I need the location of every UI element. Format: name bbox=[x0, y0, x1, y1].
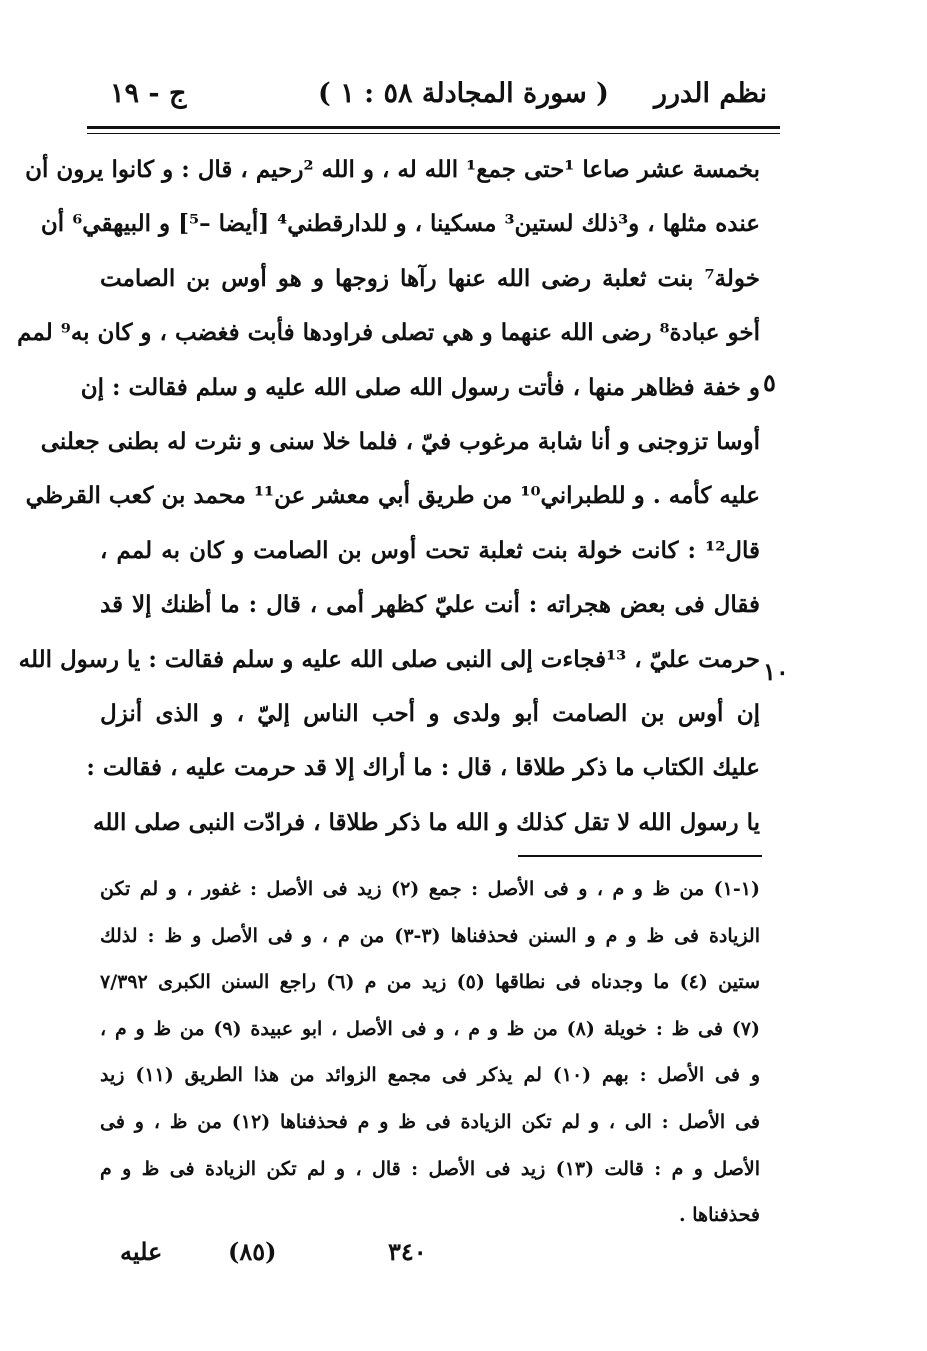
page-number: ٣٤٠ bbox=[388, 1237, 427, 1266]
text-line: عليه كأمه . و للطبراني¹⁰ من طريق أبي معشر عن¹¹ محمد بن كعب القرظي bbox=[25, 482, 760, 510]
text-line: خولة⁷ بنت ثعلبة رضى الله عنها رآها زوجها و هو أوس بن الصامت bbox=[100, 264, 760, 292]
header-rule-thick bbox=[87, 126, 780, 129]
text-line: يا رسول الله لا تقل كذلك و الله ما ذكر طلاقا ، فرادّت النبى صلى الله bbox=[92, 808, 760, 836]
surah-reference: ( سورة المجادلة ٥٨ : ١ ) bbox=[318, 78, 609, 109]
book-title: نظم الدرر bbox=[653, 78, 767, 109]
text-line: أوسا تزوجنى و أنا شابة مرغوب فيّ ، فلما خلا سنى و نثرت له بطنى جعلنى bbox=[40, 427, 760, 455]
text-line: عليك الكتاب ما ذكر طلاقا ، قال : ما أراك إلا قد حرمت عليه ، فقالت : bbox=[86, 754, 760, 782]
footer-number: (٨٥) bbox=[228, 1237, 277, 1266]
footnote-line: فى الأصل : الى ، و لم تكن الزيادة فى ظ و م فحذفناها (١٢) من ظ ، و فى bbox=[100, 1110, 760, 1133]
footnote-line: الأصل و م : قالت (١٣) زيد فى الأصل : قال ، و لم تكن الزيادة فى ظ و م bbox=[100, 1157, 760, 1180]
text-line: فقال فى بعض هجراته : أنت عليّ كظهر أمى ، قال : ما أظنك إلا قد bbox=[100, 591, 760, 619]
volume-number: ج - ١٩ bbox=[110, 78, 187, 109]
footnote-line: ستين (٤) ما وجدناه فى نطاقها (٥) زيد من م (٦) راجع السنن الكبرى ٧/٣٩٢ bbox=[100, 971, 761, 994]
footnote-line: فحذفناها . bbox=[679, 1204, 760, 1227]
footnote-line: و فى الأصل : بهم (١٠) لم يذكر فى مجمع الزوائد من هذا الطريق (١١) زيد bbox=[100, 1064, 760, 1087]
main-text-block bbox=[17, 143, 760, 850]
text-line: عنده مثلها ، و³ذلك لستين³ مسكينا ، و للدارقطني⁴ [أيضا –⁵] و البيهقي⁶ أن bbox=[40, 210, 760, 238]
footnotes-block bbox=[100, 866, 760, 1239]
footnote-line: (٧) فى ظ : خويلة (٨) من ظ و م ، و فى الأصل ، ابو عبيدة (٩) من ظ و م ، bbox=[100, 1017, 760, 1040]
line-number-5: ٥ bbox=[763, 368, 776, 397]
footnote-separator bbox=[518, 855, 762, 857]
footnote-line: الزيادة فى ظ و م و السنن فحذفناها (٣-٣) من م ، و فى الأصل و ظ : لذلك bbox=[100, 924, 760, 947]
text-line: أخو عبادة⁸ رضى الله عنهما و هي تصلى فراودها فأبت فغضب ، و كان به⁹ لمم bbox=[17, 319, 760, 347]
footnote-line: (١-١) من ظ و م ، و فى الأصل : جمع (٢) زيد فى الأصل : غفور ، و لم تكن bbox=[100, 878, 760, 900]
text-line: بخمسة عشر صاعا ¹حتى جمع¹ الله له ، و الله ²رحيم ، قال : و كانوا يرون أن bbox=[25, 156, 760, 183]
text-line: و خفة فظاهر منها ، فأتت رسول الله صلى الله عليه و سلم فقالت : إن bbox=[80, 373, 760, 401]
header-rule-thin bbox=[87, 133, 780, 134]
text-line: قال¹² : كانت خولة بنت ثعلبة تحت أوس بن الصامت و كان به لمم ، bbox=[100, 536, 760, 564]
line-number-10: ١٠ bbox=[763, 657, 789, 686]
text-line: إن أوس بن الصامت أبو ولدى و أحب الناس إليّ ، و الذى أنزل bbox=[100, 699, 760, 727]
text-line: حرمت عليّ ، ¹³فجاءت إلى النبى صلى الله عليه و سلم فقالت : يا رسول الله bbox=[18, 645, 760, 673]
catchword: عليه bbox=[120, 1237, 163, 1266]
